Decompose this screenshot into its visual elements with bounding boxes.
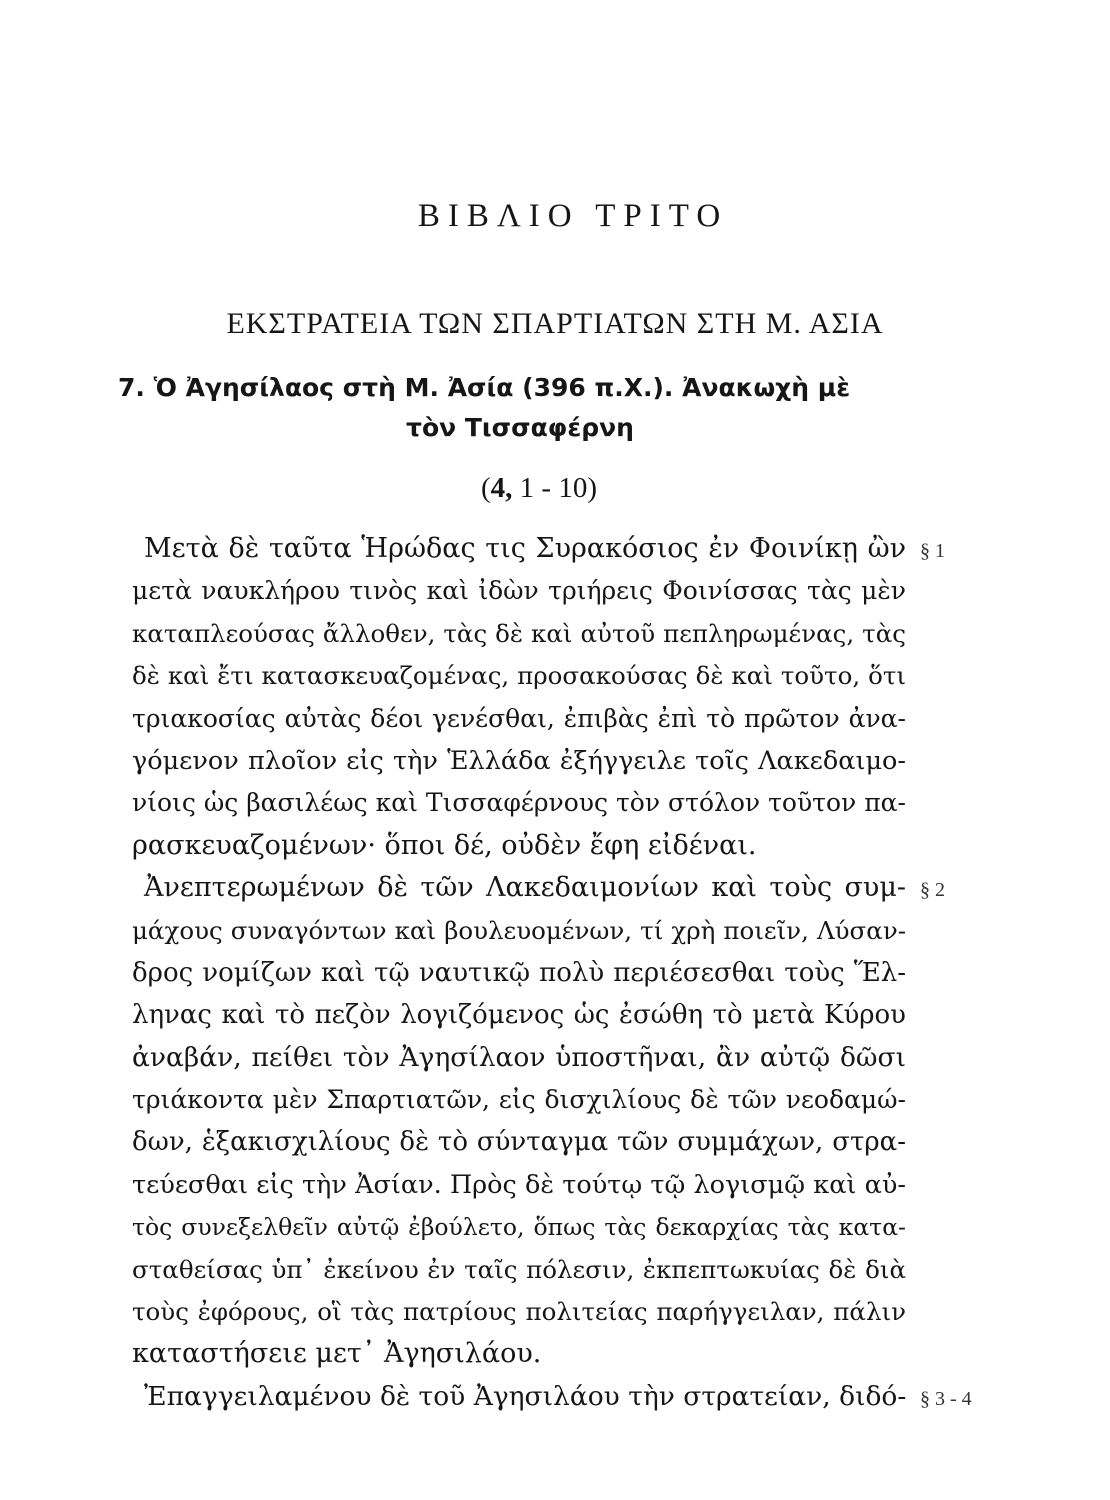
chapter-heading-line-1: 7. Ὁ Ἀγησίλαος στὴ Μ. Ἀσία (396 π.Χ.). Ἀνακωχὴ μὲ [118, 373, 851, 402]
book-title: ΒΙΒΛΙΟ ΤΡΙΤΟ [417, 198, 729, 234]
source-ref-book: 4, [490, 472, 513, 504]
source-reference [0, 470, 1078, 506]
text-line: Ἀνεπτερωμένων δὲ τῶν Λακεδαιμονίων καὶ τοὺς συμ- [144, 872, 906, 904]
source-ref-open: ( [481, 472, 491, 504]
chapter-heading-line-2-text: τὸν Τισσαφέρνη [406, 413, 634, 442]
text-line: καταπλεούσας ἄλλοθεν, τὰς δὲ καὶ αὐτοῦ πεπληρωμένας, τὰς [132, 618, 906, 648]
text-line: ἀναβάν, πείθει τὸν Ἀγησίλαον ὑποστῆναι, ἂν αὐτῷ δῶσι [132, 1041, 906, 1073]
text-line: τεύεσθαι εἰς τὴν Ἀσίαν. Πρὸς δὲ τούτῳ τῷ λογισμῷ καὶ αὐ- [132, 1169, 906, 1200]
text-line: τριακοσίας αὐτὰς δέοι γενέσθαι, ἐπιβὰς ἐπὶ τὸ πρῶτον ἀνα- [132, 703, 906, 733]
text-line: τὸς συνεξελθεῖν αὐτῷ ἐβούλετο, ὅπως τὰς δεκαρχίας τὰς κατα- [132, 1213, 906, 1242]
body-text [132, 528, 906, 1418]
text-line: δὲ καὶ ἔτι κατασκευαζομένας, προσακούσας δὲ καὶ τοῦτο, ὅτι [132, 661, 906, 691]
section-title: ΕΚΣΤΡΑΤΕΙΑ ΤΩΝ ΣΠΑΡΤΙΑΤΩΝ ΣΤΗ Μ. ΑΣΙΑ [226, 307, 884, 340]
text-line: Μετὰ δὲ ταῦτα Ἡρώδας τις Συρακόσιος ἐν Φοινίκῃ ὢν [144, 533, 906, 564]
chapter-heading-line-2 [118, 408, 898, 448]
chapter-heading [118, 368, 898, 448]
text-line: τοὺς ἐφόρους, οἳ τὰς πατρίους πολιτείας παρήγγειλαν, πάλιν [132, 1297, 906, 1327]
paragraph-marker-1: § 1 [920, 540, 945, 562]
text-line: γόμενον πλοῖον εἰς τὴν Ἑλλάδα ἐξήγγειλε τοῖς Λακεδαιμο- [132, 745, 906, 776]
paragraph-marker-3: § 3 - 4 [920, 1388, 972, 1410]
text-line: μάχους συναγόντων καὶ βουλευομένων, τί χρὴ ποιεῖν, Λύσαν- [132, 915, 906, 945]
text-line: τριάκοντα μὲν Σπαρτιατῶν, εἰς δισχιλίους δὲ τῶν νεοδαμώ- [132, 1085, 906, 1115]
text-line: δρος νομίζων καὶ τῷ ναυτικῷ πολὺ περιέσεσθαι τοὺς Ἕλ- [132, 957, 906, 988]
text-line: νίοις ὡς βασιλέως καὶ Τισσαφέρνους τὸν στόλον τοῦτον πα- [132, 788, 906, 818]
source-ref-range: 1 - 10) [512, 472, 597, 504]
text-line: καταστήσειε μετ᾽ Ἀγησιλάου. [132, 1338, 542, 1370]
text-line: ληνας καὶ τὸ πεζὸν λογιζόμενος ὡς ἐσώθη τὸ μετὰ Κύρου [132, 1000, 906, 1031]
text-line: δων, ἑξακισχιλίους δὲ τὸ σύνταγμα τῶν συμμάχων, στρα- [132, 1127, 906, 1158]
paragraph-marker-2: § 2 [920, 879, 945, 901]
text-line: σταθείσας ὑπ᾽ ἐκείνου ἐν ταῖς πόλεσιν, ἐκπεπτωκυίας δὲ διὰ [132, 1254, 906, 1284]
text-line: ρασκευαζομένων· ὅποι δέ, οὐδὲν ἔφη εἰδέναι. [132, 829, 757, 861]
text-line: Ἐπαγγειλαμένου δὲ τοῦ Ἀγησιλάου τὴν στρατείαν, διδό- [144, 1380, 907, 1412]
text-line: μετὰ ναυκλήρου τινὸς καὶ ἰδὼν τριήρεις Φοινίσσας τὰς μὲν [132, 576, 906, 606]
